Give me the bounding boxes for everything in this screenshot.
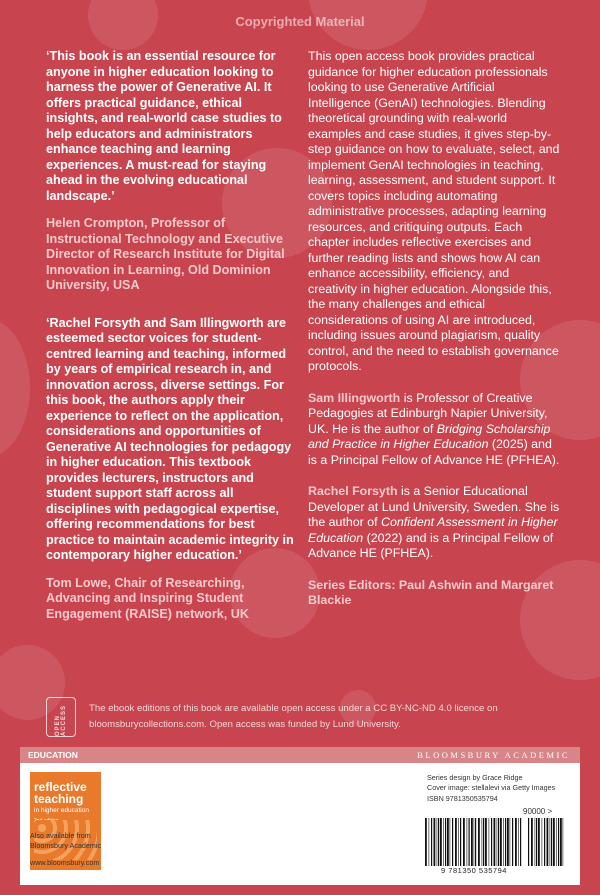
barcode-bar: [498, 818, 499, 866]
barcode-bar: [515, 818, 517, 866]
also-available-line: Bloomsbury Academic: [30, 841, 102, 850]
barcode-bar: [458, 818, 459, 866]
author-name: Rachel Forsyth: [308, 484, 398, 498]
barcode-bar: [536, 818, 537, 866]
barcode-bar: [478, 818, 480, 866]
barcode-bar: [452, 818, 453, 866]
endorsement-quote: ‘This book is an essential resource for anyone in higher education looking to harness the power of Generative AI. It offers practical guidance, ethical insights, and real-world case studies to help educators and administrators enhance teaching and learning experiences. A must-read for staying ahead in the evolving educational landscape.’: [46, 49, 282, 203]
barcode-bar: [474, 818, 475, 866]
description-column: [308, 49, 560, 609]
barcode-bar: [447, 818, 449, 866]
copyright-watermark: Copyrighted Material: [235, 14, 365, 29]
barcode-bar: [531, 818, 533, 866]
barcode-bar: [542, 818, 543, 866]
barcode-bar: [455, 818, 457, 866]
barcode-bar: [535, 818, 536, 866]
barcode-bar: [507, 818, 509, 866]
barcode-bar: [450, 818, 451, 866]
cover-image-credit: Cover image: stellalevi via Getty Images: [427, 782, 556, 792]
barcode-bar: [494, 818, 496, 866]
category-label: EDUCATION: [28, 750, 78, 760]
cover-credits: [427, 773, 567, 792]
barcode-bar: [443, 818, 444, 866]
barcode-bar: [503, 818, 504, 866]
barcode-bar: [425, 818, 427, 866]
author-bio-text: is Professor of Creative Pedagogies at Edinburgh Napier University, UK. He is the author of: [308, 390, 548, 436]
barcode-bar: [520, 818, 521, 866]
barcode-bar: [538, 818, 540, 866]
barcode-bar: [471, 818, 473, 866]
barcode-bar: [475, 818, 476, 866]
barcode-bar: [440, 818, 442, 866]
also-available: [30, 831, 170, 868]
barcode-bar: [560, 818, 562, 866]
related-book-title: reflective teaching: [34, 780, 87, 806]
author-bio: [308, 484, 560, 562]
author-bio: [308, 391, 560, 469]
related-book-subtitle: in higher education: [34, 807, 89, 814]
barcode-bar: [434, 818, 436, 866]
decorative-circle: [0, 318, 30, 458]
barcode-bar: [512, 818, 513, 866]
barcode-bar: [528, 818, 529, 866]
barcode-bar: [489, 818, 490, 866]
endorsement-attribution: Tom Lowe, Chair of Researching, Advancing and Inspiring Student Engagement (RAISE) network, UK: [46, 575, 249, 621]
barcode-bar: [438, 818, 439, 866]
barcode-bar: [558, 818, 559, 866]
barcode-bar: [497, 818, 498, 866]
website-link[interactable]: www.bloomsbury.com: [30, 858, 100, 867]
barcode-bar: [556, 818, 557, 866]
open-access-notice: [46, 697, 566, 737]
open-access-text: The ebook editions of this book are available open access under a CC BY-NC-ND 4.0 licence on bloomsburycollections.com. Open access was funded by Lund University.: [89, 703, 498, 730]
barcode-bar: [518, 818, 519, 866]
barcode-digits: 9 781350 535794: [441, 866, 507, 875]
bottom-panel: [20, 763, 580, 885]
isbn-barcode: [424, 818, 522, 866]
barcode-bar: [551, 818, 552, 866]
publisher-name: BLOOMSBURY ACADEMIC: [417, 750, 570, 760]
barcode-bar: [547, 818, 549, 866]
barcode-bar: [469, 818, 470, 866]
author-name: Sam Illingworth: [308, 390, 401, 405]
barcode-bar: [463, 818, 465, 866]
endorsement-attribution: Helen Crompton, Professor of Instructional Technology and Executive Director of Research Institute for Digital Innovation in Learning, Old Dominion University, USA: [46, 216, 285, 292]
barcode-bar: [482, 818, 483, 866]
barcode-bar: [510, 818, 511, 866]
also-available-line: Also available from: [30, 831, 91, 840]
barcode-bar: [563, 818, 564, 866]
book-description: This open access book provides practical guidance for higher education professionals looking to use Generative Artificial Intelligence (GenAI) technologies. Blending theoretical grounding with real-world examples and case studies, it gives step-by-step guidance on how to evaluate, select, and implement GenAI technologies in teaching, learning, assessment, and student support. It covers topics including automating administrative processes, adapting learning resources, and critiquing outputs. Each chapter includes reflective exercises and further reading lists and shows how AI can enhance accessibility, efficiency, and creativity in higher education. Alongside this, the many challenges and ethical considerations of using AI are introduced, including issues around plagiarism, quality control, and the need to establish governance protocols.: [308, 49, 560, 373]
barcode-bar: [483, 818, 484, 866]
isbn-label: ISBN 9781350535794: [427, 794, 498, 803]
author-bio-text: (2022) and is a Principal Fellow of Advance HE (PFHEA).: [308, 530, 554, 560]
barcode-bar: [467, 818, 468, 866]
open-access-logo-icon: OPEN ACCESS: [46, 697, 76, 737]
barcode-bar: [544, 818, 545, 866]
barcode-bar: [505, 818, 506, 866]
barcode-bar: [550, 818, 551, 866]
endorsements-column: [46, 49, 294, 644]
barcode-bar: [431, 818, 432, 866]
barcode-bar: [485, 818, 487, 866]
barcode-bar: [491, 818, 492, 866]
series-design-credit: Series design by Grace Ridge: [427, 773, 523, 782]
barcode-bar: [460, 818, 461, 866]
author-book-title: Confident Assessment in Higher Education: [308, 515, 558, 545]
category-bar: [20, 747, 580, 763]
price-code: 90000 >: [523, 807, 553, 816]
series-editors: Series Editors: Paul Ashwin and Margaret Blackie: [308, 577, 554, 607]
barcode-bar: [500, 818, 502, 866]
barcode-bar: [553, 818, 555, 866]
endorsement-quote: ‘Rachel Forsyth and Sam Illingworth are esteemed sector voices for student-centred learning and teaching, informed by years of empirical research in, and innovation across, diverse settings. For this book, the authors apply their experience to reflect on the application, considerations and opportunities of Generative AI technologies for pedagogy in higher education. This textbook provides lecturers, instructors and student support staff across all disciplines with pedagogical expertise, offering recommendations for best practice to maintain academic integrity in contemporary higher education.’: [46, 315, 294, 562]
barcode-bar: [429, 818, 430, 866]
author-bio-text: is a Senior Educational Developer at Lund University, Sweden. She is the author of: [308, 484, 560, 529]
barcode-bar: [437, 818, 438, 866]
price-barcode: [527, 818, 565, 866]
author-bio-text: (2025) and is a Principal Fellow of Advance HE (PFHEA).: [308, 437, 560, 467]
author-book-title: Bridging Scholarship and Practice in Higher Education: [308, 421, 551, 451]
barcode-bar: [445, 818, 446, 866]
